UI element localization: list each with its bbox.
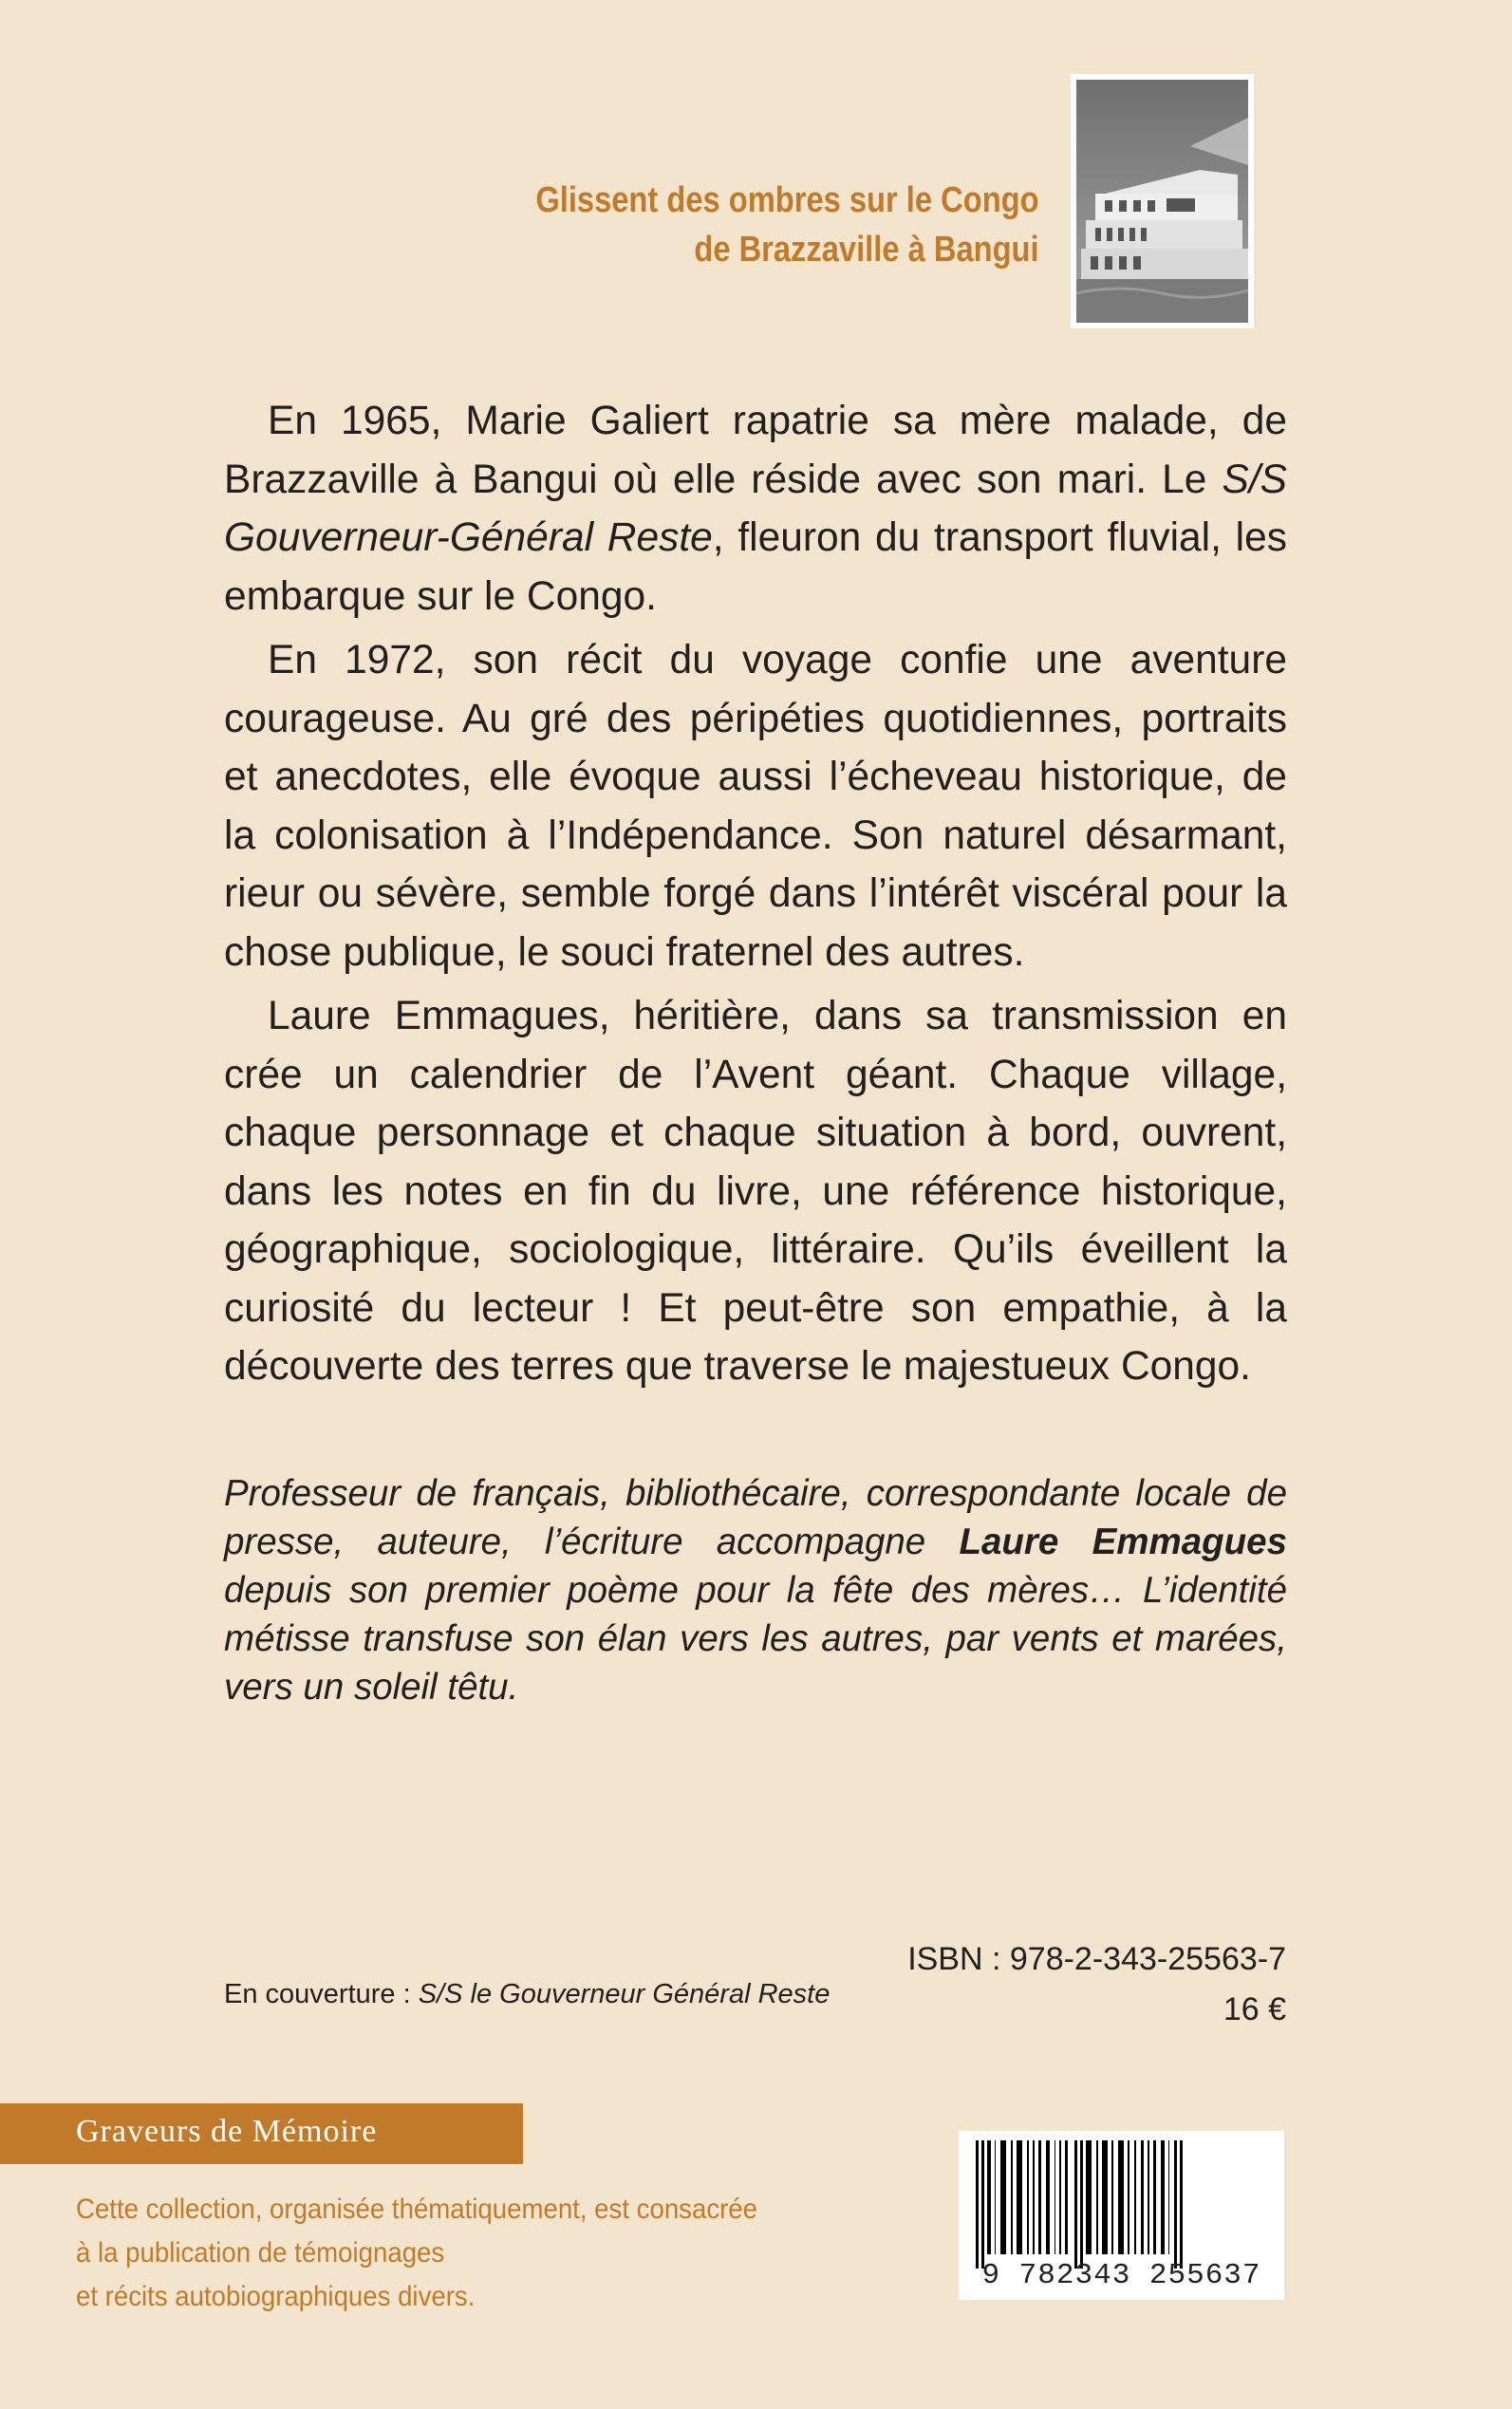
- barcode-bar: [1174, 2140, 1177, 2269]
- summary-paragraph-2: En 1972, son récit du voyage confie une aventure courageuse. Au gré des péripéties quotidiennes, portraits et anecdotes, elle évoque aussi l’écheveau historique, de la colonisation à l’Indépendance. Son naturel désarmant, rieur ou sévère, semble forgé dans l’intérêt viscéral pour la chose publique, le souci fraternel des autres.: [224, 638, 1287, 975]
- barcode-bar: [1180, 2140, 1183, 2269]
- barcode-bar: [1038, 2140, 1041, 2254]
- barcode-bar: [1161, 2140, 1165, 2254]
- barcode-bar: [1111, 2140, 1113, 2254]
- barcode-bar: [1000, 2140, 1006, 2254]
- cover-credit-label: En couverture :: [224, 1979, 419, 2009]
- barcode-bar: [995, 2140, 996, 2254]
- cover-credit: [224, 1979, 830, 2010]
- barcode-bar: [1011, 2140, 1013, 2254]
- summary-text: [224, 392, 1287, 1396]
- barcode-bar: [1027, 2140, 1029, 2254]
- barcode-bar: [1059, 2140, 1061, 2254]
- cover-credit-value: S/S le Gouverneur Général Reste: [418, 1979, 831, 2009]
- summary-p1-end: , fleuron du transport fluvial, les embarque sur le Congo.: [224, 515, 1287, 619]
- barcode-bar: [1148, 2140, 1149, 2254]
- bio-start: Professeur de français, bibliothécaire, correspondante locale de presse, auteure, l’écriture accompagne: [224, 1473, 1287, 1562]
- barcode-bar: [1102, 2140, 1108, 2254]
- bio-end: depuis son premier poème pour la fête des mères… L’identité métisse transfuse son élan vers les autres, par vents et marées, vers un soleil têtu.: [224, 1570, 1287, 1708]
- barcode-bar: [976, 2140, 979, 2269]
- barcode-bar: [1118, 2140, 1124, 2254]
- isbn: ISBN : 978-2-343-25563-7: [907, 1941, 1286, 1977]
- summary-p1-start: En 1965, Marie Galiert rapatrie sa mère malade, de Brazzaville à Bangui où elle réside avec son mari. Le: [224, 399, 1287, 502]
- series-desc-line-1: Cette collection, organisée thématiquement, est consacrée: [76, 2194, 758, 2225]
- author-bio: [224, 1469, 1287, 1711]
- series-desc-line-2: à la publication de témoignages: [76, 2237, 445, 2269]
- barcode-bar: [987, 2140, 991, 2254]
- barcode-bar: [1080, 2140, 1083, 2269]
- ship-name: S/S Gouverneur-Général Reste: [224, 457, 1287, 560]
- barcode-bar: [1017, 2140, 1022, 2254]
- barcode-bar: [1128, 2140, 1129, 2254]
- title-line-1: Glissent des ombres sur le Congo: [535, 180, 1039, 220]
- barcode-bar: [981, 2140, 984, 2269]
- barcode-digits: 9 782343 255637: [981, 2259, 1261, 2292]
- barcode-bar: [1134, 2140, 1136, 2254]
- barcode-bar: [1168, 2140, 1169, 2254]
- barcode-bar: [1153, 2140, 1156, 2254]
- barcode-bar: [1096, 2140, 1098, 2254]
- series-name: Graveurs de Mémoire: [76, 2114, 378, 2149]
- book-title: [536, 176, 1039, 274]
- barcode-bar: [1074, 2140, 1077, 2269]
- barcode-bar: [1141, 2140, 1144, 2254]
- price: 16 €: [1223, 1991, 1286, 2027]
- barcode-bar: [1046, 2140, 1050, 2254]
- cover-photo-thumbnail: [1071, 74, 1254, 328]
- author-name: Laure Emmagues: [959, 1522, 1287, 1562]
- barcode-bar: [1033, 2140, 1035, 2254]
- series-description: [76, 2188, 757, 2319]
- ship-photo-image: [1076, 80, 1248, 323]
- barcode-bar: [1065, 2140, 1068, 2254]
- series-desc-line-3: et récits autobiographiques divers.: [76, 2281, 476, 2312]
- summary-paragraph-1: [224, 392, 1287, 626]
- barcode-bar: [1086, 2140, 1092, 2254]
- title-line-2: de Brazzaville à Bangui: [694, 230, 1039, 270]
- summary-paragraph-3: Laure Emmagues, héritière, dans sa transmission en crée un calendrier de l’Avent géant. Chaque village, chaque personnage et chaque situation à bord, ouvrent, dans les notes en fin du livre, une référence historique, géographique, sociologique, littéraire. Qu’ils éveillent la curiosité du lecteur ! Et peut-être son empathie, à la découverte des terres que traverse le majestueux Congo.: [224, 994, 1287, 1389]
